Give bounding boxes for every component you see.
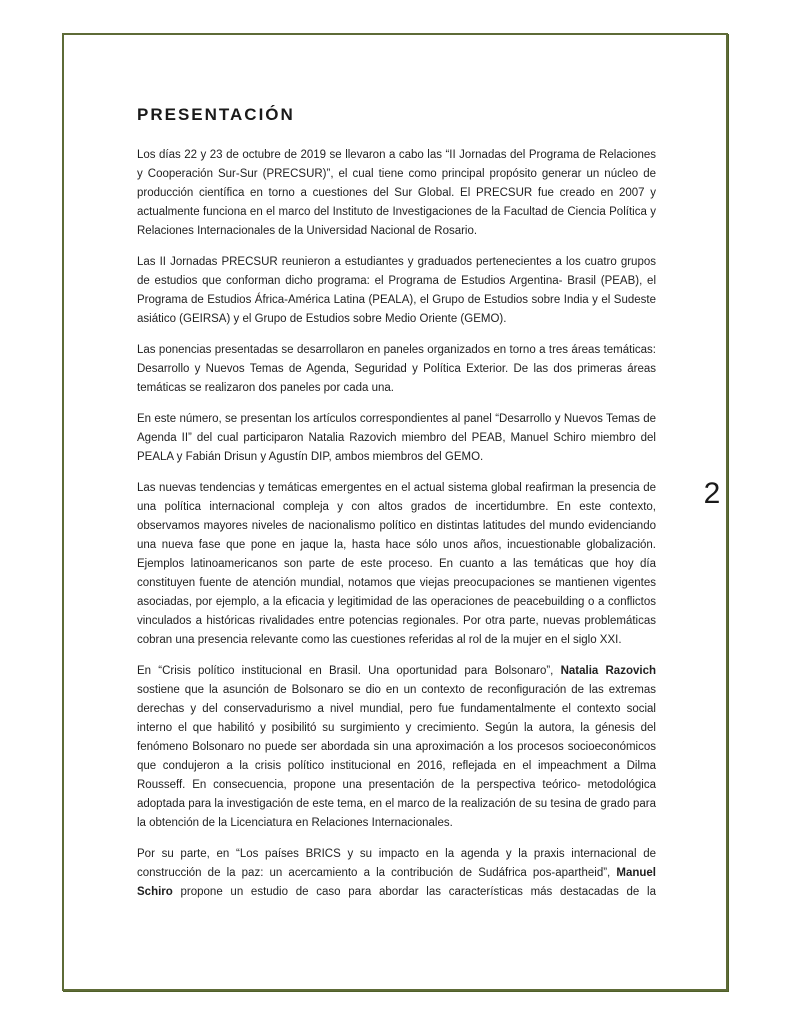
text-segment: Las nuevas tendencias y temáticas emergentes en el actual sistema global reafirman la presencia de una política internacional compleja y con altos grados de incertidumbre. En este contexto, observamos mayores niveles de nacionalismo político en distintas latitudes del mundo evidenciando una nueva fase que pone en jaque la, hasta hace sólo unos años, incuestionable globalización. Ejemplos latinoamericanos son parte de este proceso. En cuanto a las temáticas que hoy día constituyen fuente de atención mundial, notamos que viejas preocupaciones se mantienen vigentes asociadas, por ejemplo, a la eficacia y legitimidad de las operaciones de peacebuilding o a conflictos vinculados a históricas rivalidades entre potencias regionales. Por otra parte, nuevas problemáticas cobran una presencia relevante como las cuestiones referidas al rol de la mujer en el siglo XXI. <box>137 482 656 646</box>
paragraph-2 <box>137 253 656 329</box>
text-segment: Por su parte, en “Los países BRICS y su impacto en la agenda y la praxis internacional de construcción de la paz: un acercamiento a la contribución de Sudáfrica pos-apartheid”, <box>137 848 656 879</box>
page-number: 2 <box>703 477 721 510</box>
paragraph-1 <box>137 146 656 241</box>
page-content <box>137 105 656 902</box>
text-segment: En este número, se presentan los artículos correspondientes al panel “Desarrollo y Nuevos Temas de Agenda II” del cual participaron Natalia Razovich miembro del PEAB, Manuel Schiro miembro del PEALA y Fabián Drisun y Agustín DIP, ambos miembros del GEMO. <box>137 413 656 463</box>
section-title: PRESENTACIÓN <box>137 105 295 124</box>
text-segment: Los días 22 y 23 de octubre de 2019 se llevaron a cabo las “II Jornadas del Programa de Relaciones y Cooperación Sur-Sur (PRECSUR)”, el cual tiene como principal propósito generar un núcleo de producción científica en torno a cuestiones del Sur Global. El PRECSUR fue creado en 2007 y actualmente funciona en el marco del Instituto de Investigaciones de la Facultad de Ciencia Política y Relaciones Internacionales de la Universidad Nacional de Rosario. <box>137 149 656 237</box>
text-segment: Las ponencias presentadas se desarrollaron en paneles organizados en torno a tres áreas temáticas: Desarrollo y Nuevos Temas de Agenda, Seguridad y Política Exterior. De las dos primeras áreas temáticas se realizaron dos paneles por cada una. <box>137 344 656 394</box>
paragraph-4 <box>137 410 656 467</box>
page-border-frame <box>62 33 728 991</box>
text-segment: sostiene que la asunción de Bolsonaro se dio en un contexto de reconfiguración de las extremas derechas y del conservadurismo a nivel mundial, pero fue fundamentalmente el contexto social interno el que habilitó y posibilitó su surgimiento y crecimiento. Según la autora, la génesis del fenómeno Bolsonaro no puede ser abordada sin una aproximación a los procesos socioeconómicos que condujeron a la crisis político institucional en 2016, reflejada en el impeachment a Dilma Rousseff. En consecuencia, propone una presentación de la perspectiva teórico- metodológica adoptada para la investigación de este tema, en el marco de la realización de su tesina de grado para la obtención de la Licenciatura en Relaciones Internacionales. <box>137 684 656 829</box>
text-segment: propone un estudio de caso para abordar las características más destacadas de la <box>172 886 656 898</box>
text-segment: En “Crisis político institucional en Brasil. Una oportunidad para Bolsonaro”, <box>137 665 561 677</box>
paragraph-6 <box>137 662 656 833</box>
paragraph-5 <box>137 479 656 650</box>
author-name: Natalia Razovich <box>560 665 656 677</box>
paragraph-3 <box>137 341 656 398</box>
paragraph-7 <box>137 845 656 902</box>
author-name: Manuel Schiro <box>137 867 656 898</box>
text-segment: Las II Jornadas PRECSUR reunieron a estudiantes y graduados pertenecientes a los cuatro grupos de estudios que conforman dicho programa: el Programa de Estudios Argentina- Brasil (PEAB), el Programa de Estudios África-América Latina (PEALA), el Grupo de Estudios sobre India y el Sudeste asiático (GEIRSA) y el Grupo de Estudios sobre Medio Oriente (GEMO). <box>137 256 656 325</box>
